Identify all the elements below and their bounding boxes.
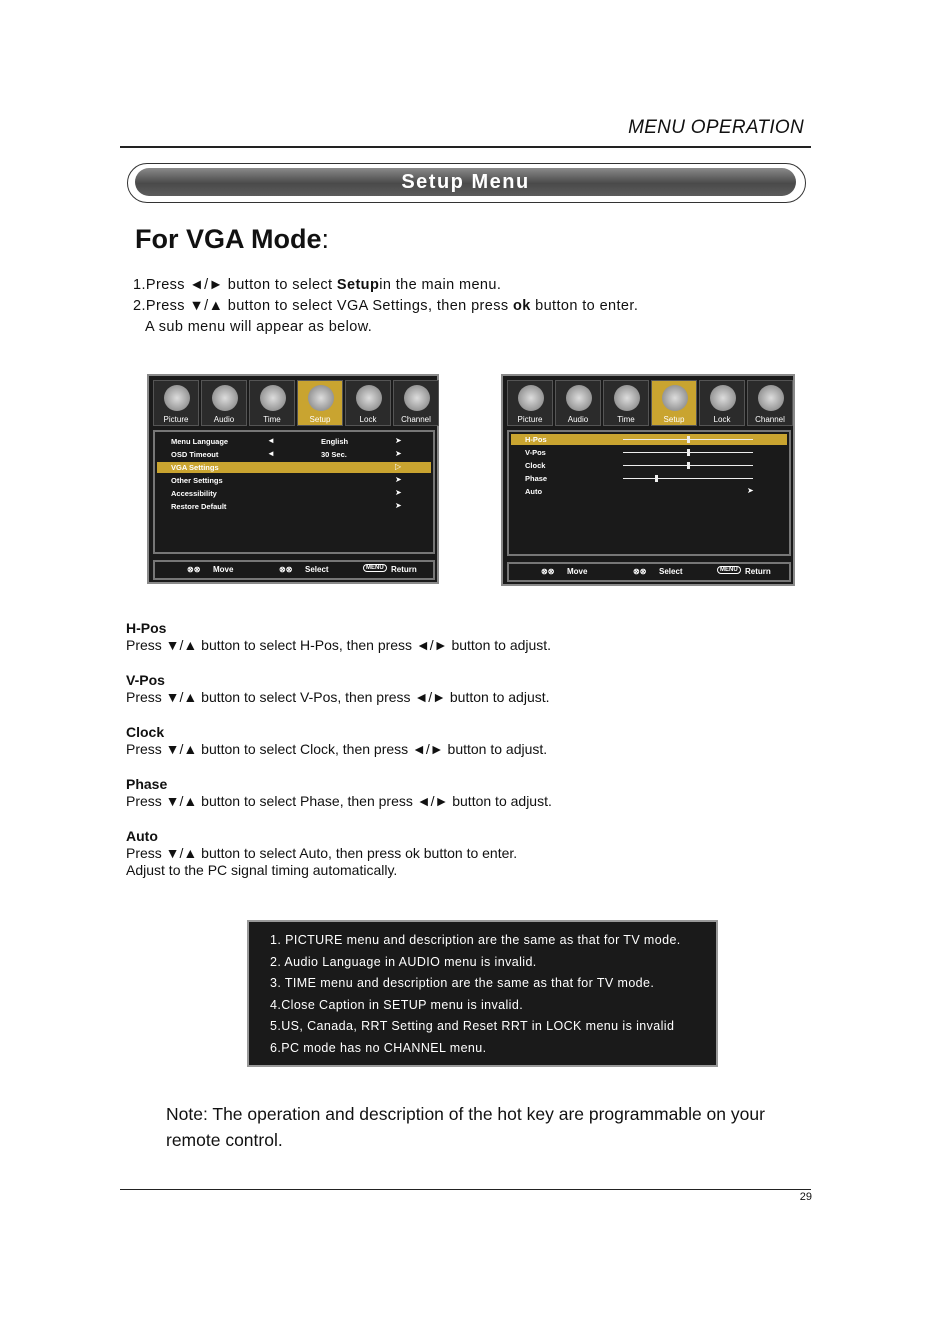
section-v-pos: V-Pos Press ▼/▲ button to select V-Pos, then press ◄/► button to adjust. (126, 672, 550, 705)
menu-key-icon: MENU (717, 566, 741, 574)
setup-menu-list (153, 430, 435, 554)
setup-icon: Setup (297, 380, 343, 426)
section-auto: Auto Press ▼/▲ button to select Auto, then press ok button to enter. Adjust to the PC signal timing automatically. (126, 828, 518, 878)
instruction-steps (133, 275, 638, 338)
screen-footer: ⊗⊗ Move ⊗⊗ Select MENU Return (507, 562, 791, 582)
section-phase: Phase Press ▼/▲ button to select Phase, then press ◄/► button to adjust. (126, 776, 552, 809)
section-clock: Clock Press ▼/▲ button to select Clock, then press ◄/► button to adjust. (126, 724, 548, 757)
page-title: For VGA Mode: (135, 224, 330, 254)
right-arrow-icon: ➤ (395, 436, 402, 445)
menu-row: Auto (525, 487, 543, 496)
time-icon: Time (603, 380, 649, 426)
tv-icon-bar (507, 380, 793, 426)
right-arrow-icon: ➤ (395, 449, 402, 458)
right-arrow-icon: ➤ (395, 475, 402, 484)
picture-icon: Picture (507, 380, 553, 426)
clock-slider (623, 465, 753, 466)
menu-row: Clock (525, 461, 546, 470)
note-line: 6.PC mode has no CHANNEL menu. (270, 1041, 487, 1055)
slider-knob (655, 475, 658, 482)
lock-icon: Lock (345, 380, 391, 426)
setup-menu-banner: Setup Menu (135, 168, 796, 196)
slider-knob (687, 449, 690, 456)
channel-icon: Channel (393, 380, 439, 426)
left-arrow-icon: ◄ (267, 449, 275, 458)
left-arrow-icon: ◄ (267, 436, 275, 445)
slider-knob (687, 462, 690, 469)
right-arrow-icon: ➤ (395, 501, 402, 510)
setup-icon: Setup (651, 380, 697, 426)
note-line: 3. TIME menu and description are the same as that for TV mode. (270, 976, 655, 990)
step-1: 1.Press ◄/► button to select Setupin the main menu. (133, 277, 502, 293)
top-rule (120, 146, 811, 148)
leftright-icon: ⊗⊗ (279, 565, 293, 574)
right-arrow-icon: ➤ (747, 486, 754, 495)
final-note: Note: The operation and description of the hot key are programmable on your remote control. (166, 1104, 765, 1150)
section-header: MENU OPERATION (628, 117, 804, 138)
notes-box (247, 920, 718, 1067)
note-line: 2. Audio Language in AUDIO menu is invalid. (270, 955, 537, 969)
section-h-pos: H-Pos Press ▼/▲ button to select H-Pos, then press ◄/► button to adjust. (126, 620, 552, 653)
channel-icon: Channel (747, 380, 793, 426)
menu-row: Phase (525, 474, 548, 483)
menu-key-icon: MENU (363, 564, 387, 572)
audio-icon: Audio (555, 380, 601, 426)
menu-row: OSD Timeout 30 Sec. (171, 450, 347, 459)
updown-icon: ⊗⊗ (541, 567, 555, 576)
step-3: A sub menu will appear as below. (145, 319, 373, 335)
lock-icon: Lock (699, 380, 745, 426)
phase-slider (623, 478, 753, 479)
menu-row: Accessibility (171, 489, 217, 498)
menu-row: Other Settings (171, 476, 223, 485)
menu-row: V-Pos (525, 448, 546, 457)
bottom-rule (120, 1189, 811, 1190)
setup-menu-screen (147, 374, 439, 584)
time-icon: Time (249, 380, 295, 426)
vga-settings-list (507, 430, 791, 556)
menu-row-selected: H-Pos (511, 434, 787, 445)
audio-icon: Audio (201, 380, 247, 426)
menu-row-selected: VGA Settings (157, 462, 431, 473)
note-line: 1. PICTURE menu and description are the same as that for TV mode. (270, 933, 681, 947)
updown-icon: ⊗⊗ (187, 565, 201, 574)
page-number: 29 (799, 1191, 812, 1203)
vga-settings-screen (501, 374, 795, 586)
screen-footer: ⊗⊗ Move ⊗⊗ Select MENU Return (153, 560, 435, 580)
note-line: 4.Close Caption in SETUP menu is invalid. (270, 998, 524, 1012)
leftright-icon: ⊗⊗ (633, 567, 647, 576)
menu-row: Restore Default (171, 502, 227, 511)
step-2: 2.Press ▼/▲ button to select VGA Settings, then press ok button to enter. (133, 298, 639, 314)
right-arrow-icon: ▷ (395, 462, 402, 471)
picture-icon: Picture (153, 380, 199, 426)
note-line: 5.US, Canada, RRT Setting and Reset RRT in LOCK menu is invalid (270, 1019, 675, 1033)
h-pos-slider (623, 439, 753, 440)
v-pos-slider (623, 452, 753, 453)
menu-row: Menu Language English (171, 437, 349, 446)
slider-knob (687, 436, 690, 443)
right-arrow-icon: ➤ (395, 488, 402, 497)
tv-icon-bar (153, 380, 439, 426)
